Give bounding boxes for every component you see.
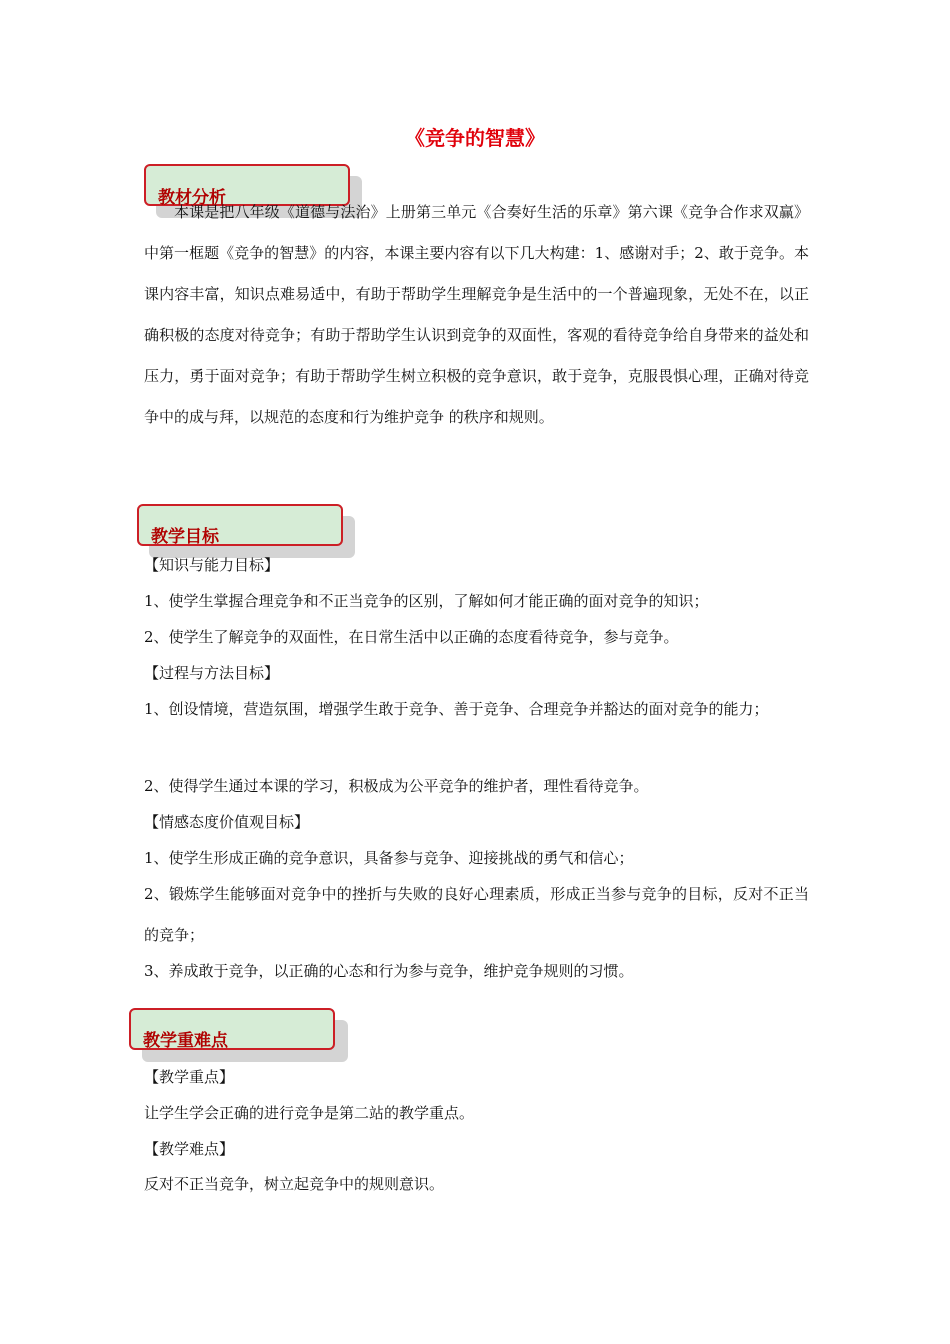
section-keypoints-heading: 教学重难点 xyxy=(143,1031,228,1051)
process-item-1: 1、创设情境，营造氛围，增强学生敢于竞争、善于竞争、合理竞争并豁达的面对竞争的能力； xyxy=(144,700,769,718)
emotion-item-2: 2、锻炼学生能够面对竞争中的挫折与失败的良好心理素质，形成正当参与竞争的目标，反对不正当的竞争； xyxy=(144,885,809,944)
process-label: 【过程与方法目标】 xyxy=(144,664,280,682)
emotion-item-3: 3、养成敢于竞争，以正确的心态和行为参与竞争，维护竞争规则的习惯。 xyxy=(144,962,634,980)
process-item-2: 2、使得学生通过本课的学习，积极成为公平竞争的维护者，理性看待竞争。 xyxy=(144,777,649,795)
knowledge-label: 【知识与能力目标】 xyxy=(144,556,280,574)
knowledge-item-1: 1、使学生掌握合理竞争和不正当竞争的区别，了解如何才能正确的面对竞争的知识； xyxy=(144,592,709,610)
difficult-point-label: 【教学难点】 xyxy=(144,1140,235,1158)
emotion-item-1: 1、使学生形成正确的竞争意识，具备参与竞争、迎接挑战的勇气和信心； xyxy=(144,849,634,867)
analysis-paragraph: 本课是把八年级《道德与法治》上册第三单元《合奏好生活的乐章》第六课《竞争合作求双赢》中第一框题《竞争的智慧》的内容，本课主要内容有以下几大构建：1、感谢对手；2、敢于竞争。本课内容丰富，知识点难易适中，有助于帮助学生理解竞争是生活中的一个普遍现象，无处不在，以正确积极的态度对待竞争；有助于帮助学生认识到竞争的双面性，客观的看待竞争给自身带来的益处和压力，勇于面对竞争；有助于帮助学生树立积极的竞争意识，敢于竞争，克服畏惧心理，正确对待竞争中的成与拜，以规范的态度和行为维护竞争 的秩序和规则。 xyxy=(144,203,809,426)
key-point-label: 【教学重点】 xyxy=(144,1068,235,1086)
knowledge-item-2: 2、使学生了解竞争的双面性，在日常生活中以正确的态度看待竞争，参与竞争。 xyxy=(144,628,679,646)
section-analysis-heading: 教材分析 xyxy=(158,188,226,208)
emotion-label: 【情感态度价值观目标】 xyxy=(144,813,310,831)
difficult-point-text: 反对不正当竞争，树立起竞争中的规则意识。 xyxy=(144,1175,445,1193)
document-title: 《竞争的智慧》 xyxy=(405,126,545,150)
section-goals-heading: 教学目标 xyxy=(151,527,219,547)
key-point-text: 让学生学会正确的进行竞争是第二站的教学重点。 xyxy=(144,1104,475,1122)
